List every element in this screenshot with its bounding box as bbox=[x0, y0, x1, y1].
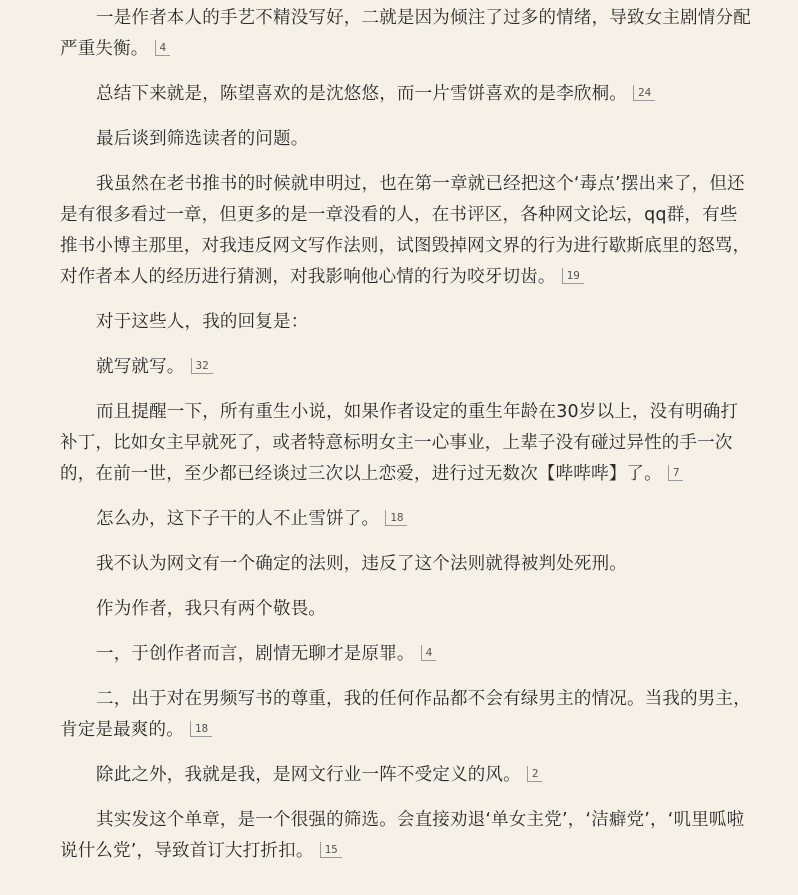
paragraph-text: 其实发这个单章，是一个很强的筛选。会直接劝退‘单女主党’，‘洁癖党’，‘叽里呱啦说什么党’，导致首订大打折扣。 bbox=[60, 810, 745, 861]
comment-count-badge[interactable]: 24 bbox=[633, 85, 655, 101]
paragraph-text: 对于这些人，我的回复是： bbox=[96, 312, 309, 332]
paragraph-text: 作为作者，我只有两个敬畏。 bbox=[96, 599, 327, 619]
comment-count-badge[interactable]: 2 bbox=[527, 766, 543, 782]
paragraph-12 bbox=[60, 684, 754, 746]
paragraph-text: 除此之外，我就是我，是网文行业一阵不受定义的风。 bbox=[96, 765, 521, 785]
paragraph-text: 就写就写。 bbox=[96, 357, 185, 377]
paragraph-8 bbox=[60, 504, 754, 535]
comment-count-badge[interactable]: 15 bbox=[320, 842, 342, 858]
paragraph-text: 最后谈到筛选读者的问题。 bbox=[96, 129, 309, 149]
comment-count-badge[interactable]: 18 bbox=[385, 510, 407, 526]
paragraph-text: 总结下来就是，陈望喜欢的是沈悠悠，而一片雪饼喜欢的是李欣桐。 bbox=[96, 84, 627, 104]
paragraph-6 bbox=[60, 352, 754, 383]
comment-count-badge[interactable]: 19 bbox=[562, 268, 584, 284]
paragraph-3 bbox=[60, 124, 754, 155]
paragraph-7 bbox=[60, 397, 754, 490]
paragraph-text: 一，于创作者而言，剧情无聊才是原罪。 bbox=[96, 644, 415, 664]
paragraph-13 bbox=[60, 760, 754, 791]
paragraph-text: 而且提醒一下，所有重生小说，如果作者设定的重生年龄在30岁以上，没有明确打补丁，比如女主早就死了，或者特意标明女主一心事业，上辈子没有碰过异性的手一次的，在前一世，至少都已经谈过三次以上恋爱，进行过无数次【哔哔哔】了。 bbox=[60, 402, 739, 484]
paragraph-text: 我虽然在老书推书的时候就申明过，也在第一章就已经把这个‘毒点’摆出来了，但还是有很多看过一章，但更多的是一章没看的人，在书评区，各种网文论坛，qq群，有些推书小博主那里，对我违反网文写作法则，试图毁掉网文界的行为进行歇斯底里的怒骂，对作者本人的经历进行猜测，对我影响他心情的行为咬牙切齿。 bbox=[60, 174, 751, 287]
paragraph-text: 怎么办，这下子干的人不止雪饼了。 bbox=[96, 509, 380, 529]
paragraph-5 bbox=[60, 307, 754, 338]
chapter-text bbox=[0, 3, 798, 895]
comment-count-badge[interactable]: 18 bbox=[190, 721, 212, 737]
comment-count-badge[interactable]: 7 bbox=[668, 465, 684, 481]
paragraph-1 bbox=[60, 3, 754, 65]
paragraph-text: 我不认为网文有一个确定的法则，违反了这个法则就得被判处死刑。 bbox=[96, 554, 627, 574]
paragraph-11 bbox=[60, 639, 754, 670]
paragraph-10 bbox=[60, 594, 754, 625]
paragraph-2 bbox=[60, 79, 754, 110]
comment-count-badge[interactable]: 4 bbox=[421, 645, 437, 661]
comment-count-badge[interactable]: 32 bbox=[191, 358, 213, 374]
comment-count-badge[interactable]: 4 bbox=[155, 40, 171, 56]
paragraph-4 bbox=[60, 169, 754, 293]
paragraph-text: 一是作者本人的手艺不精没写好，二就是因为倾注了过多的情绪，导致女主剧情分配严重失衡。 bbox=[60, 8, 751, 59]
paragraph-14 bbox=[60, 805, 754, 867]
paragraph-text: 二，出于对在男频写书的尊重，我的任何作品都不会有绿男主的情况。当我的男主，肯定是最爽的。 bbox=[60, 689, 751, 740]
paragraph-9 bbox=[60, 549, 754, 580]
